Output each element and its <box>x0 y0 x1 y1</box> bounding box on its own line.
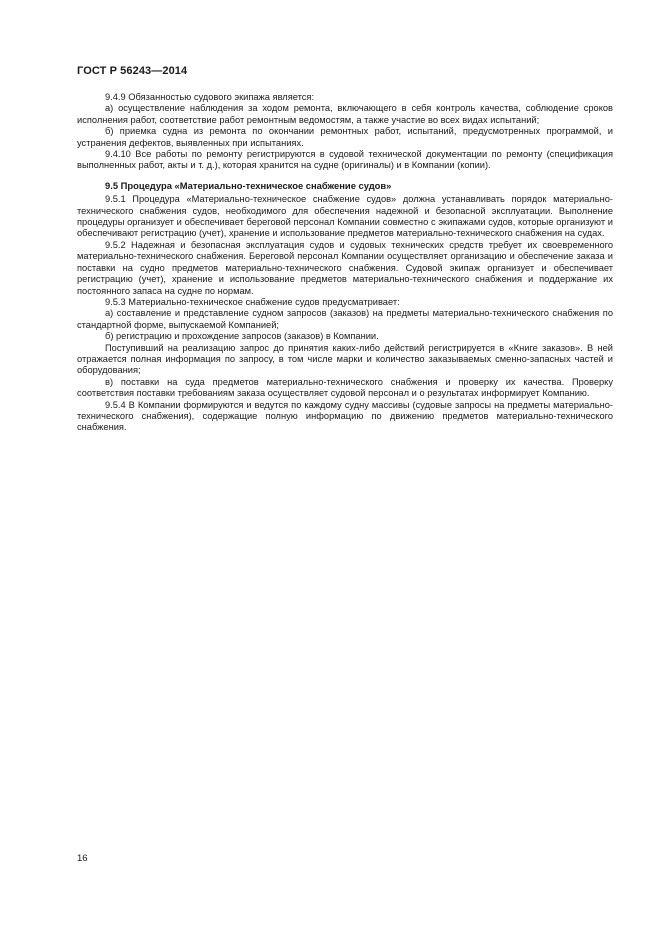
paragraph-9-4-10: 9.4.10 Все работы по ремонту регистрируются в судовой технической документации по ремонту (спецификация выполненных работ, акты и т. д.), которая хранится на судне (оригиналы) и в Компании (копии). <box>77 149 613 171</box>
paragraph-9-5-3-intro: 9.5.3 Материально-техническое снабжение судов предусматривает: <box>105 296 400 307</box>
page-number: 16 <box>77 853 88 864</box>
paragraph-9-5-3-b: б) регистрацию и прохождение запросов (заказов) в Компании. <box>105 331 379 342</box>
paragraph-9-4-9-b: б) приемка судна из ремонта по окончании ремонтных работ, испытаний, предусмотренных программой, и устранения дефектов, выявленных при испытаниях. <box>77 126 613 148</box>
paragraph-9-5-4: 9.5.4 В Компании формируются и ведутся по каждому судну массивы (судовые запросы на предметы материально-технического снабжения), содержащие полную информацию по движению предметов материально-технического снабжения. <box>77 399 613 433</box>
document-header: ГОСТ Р 56243—2014 <box>77 65 188 77</box>
paragraph-9-5-1: 9.5.1 Процедура «Материально-техническое снабжение судов» должна устанавливать порядок материально-технического снабжения судов, необходимого для обеспечения надежной и безопасной эксплуатации. Выполнение процедуры организует и обеспечивает береговой персонал Компании совместно с экипажами судов, которые организуют и обеспечивают регистрацию (учет), хранение и использование предметов материально-технического снабжения на судах. <box>77 194 613 239</box>
paragraph-9-5-3-note: Поступивший на реализацию запрос до принятия каких-либо действий регистрируется в «Книге заказов». В ней отражается полная информация по запросу, в том числе марки и количество заказываемых сменно-запасных частей и оборудования; <box>77 342 613 376</box>
section-heading-9-5: 9.5 Процедура «Материально-техническое снабжение судов» <box>105 179 392 191</box>
paragraph-9-5-2: 9.5.2 Надежная и безопасная эксплуатация судов и судовых технических средств требует их своевременного материально-технического снабжения. Береговой персонал Компании осуществляет организацию и обеспечение заказа и поставки на судно предметов материально-технического снабжения. Судовой экипаж организует и обеспечивает регистрацию (учет), хранение и использование предметов материально-технического снабжения и поддержание их постоянного запаса на судне по нормам. <box>77 239 613 296</box>
document-body <box>77 92 613 434</box>
paragraph-9-4-9-intro: 9.4.9 Обязанностью судового экипажа является: <box>105 92 315 102</box>
paragraph-9-4-9-a: а) осуществление наблюдения за ходом ремонта, включающего в себя контроль качества, соблюдение сроков исполнения работ, соответствие работ ремонтным ведомостям, а также участие во всех видах испытаний; <box>77 103 613 125</box>
paragraph-9-5-3-a: а) составление и представление судном запросов (заказов) на предметы материально-технического снабжения по стандартной форме, выпускаемой Компанией; <box>77 308 613 330</box>
paragraph-9-5-3-c: в) поставки на суда предметов материально-технического снабжения и проверку их качества. Проверку соответствия поставки требованиям заказа осуществляет судовой персонал и о результатах информирует Компанию. <box>77 376 613 399</box>
